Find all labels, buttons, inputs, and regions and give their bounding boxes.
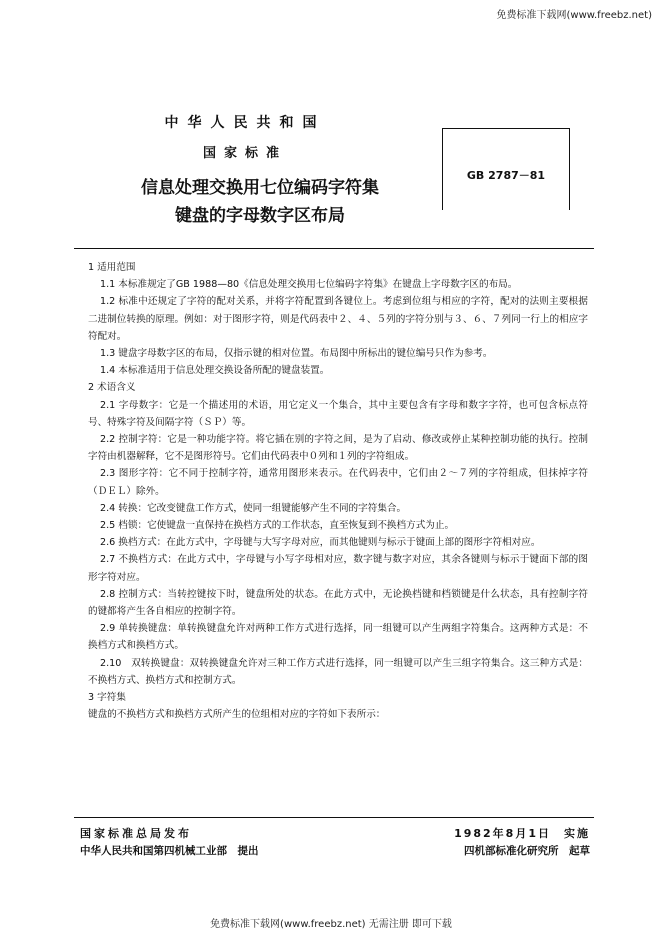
effective-date-line: 1982年8月1日 实施 [454, 827, 590, 840]
top-divider [74, 248, 594, 249]
publisher-line: 国家标准总局发布 [80, 827, 192, 840]
paragraph: 2 术语含义 [88, 382, 136, 394]
standard-code-box [442, 128, 570, 210]
standard-code: GB 2787－81 [466, 169, 546, 182]
paragraph: 1.1 本标准规定了GB 1988—80《信息处理交换用七位编码字符集》在键盘上字母数字区的布局。 [100, 279, 518, 291]
paragraph: 2.10 双转换键盘：双转换键盘允许对三种工作方式进行选择，同一组键可以产生三组字符集合。这三种方式是：不换档方式、换档方式和控制方式。 [88, 657, 588, 686]
document-title-line1: 信息处理交换用七位编码字符集 [141, 178, 379, 198]
paragraph: 2.4 转换：它改变键盘工作方式，使同一组键能够产生不同的字符集合。 [100, 502, 407, 514]
paragraph: 2.9 单转换键盘：单转换键盘允许对两种工作方式进行选择，同一组键可以产生两组字符集合。这两种方式是：不换档方式和换档方式。 [88, 623, 588, 652]
standard-type-heading: 国家标准 [202, 146, 287, 161]
paragraph: 1.3 键盘字母数字区的布局，仅指示键的相对位置。布局图中所标出的键位编号只作为参考。 [100, 348, 493, 360]
drafter-line: 四机部标准化研究所 起草 [464, 845, 590, 857]
paragraph: 1.2 标准中还规定了字符的配对关系，并将字符配置到各键位上。考虑到位组与相应的字符，配对的法则主要根据二进制位转换的原理。例如：对于图形字符，则是代码表中２、４、５列的字符分别与３、６、７列同一行上的相应字符配对。 [88, 296, 588, 342]
watermark-bottom: 免费标准下载网(www.freebz.net) 无需注册 即可下载 [210, 919, 452, 930]
paragraph: 键盘的不换档方式和换档方式所产生的位组相对应的字符如下表所示： [88, 709, 386, 721]
paragraph: 1 适用范围 [88, 262, 136, 273]
paragraph: 2.1 字母数字：它是一个描述用的术语，用它定义一个集合，其中主要包含有字母和数字字符，也可包含标点符号、特殊字符及间隔字符（ＳＰ）等。 [88, 399, 588, 428]
country-heading: 中华人民共和国 [164, 115, 326, 131]
paragraph: 2.6 换档方式：在此方式中，字母键与大写字母对应，而其他键则与标示于键面上部的图形字符相对应。 [100, 537, 541, 549]
paragraph: 1.4 本标准适用于信息处理交换设备所配的键盘装置。 [100, 365, 330, 377]
bottom-divider [74, 817, 594, 818]
proposer-line: 中华人民共和国第四机械工业部 提出 [80, 845, 259, 857]
paragraph: 2.2 控制字符：它是一种功能字符。将它插在别的字符之间，是为了启动、修改或停止某种控制功能的执行。控制字符由机器解释，它不是图形符号。它们由代码表中０列和１列的字符组成。 [88, 434, 588, 463]
watermark-top: 免费标准下载网(www.freebz.net) [496, 10, 652, 21]
paragraph: 2.5 档锁：它使键盘一直保持在换档方式的工作状态，直至恢复到不换档方式为止。 [100, 520, 455, 532]
document-body [88, 259, 588, 723]
paragraph: 2.3 图形字符：它不同于控制字符，通常用图形来表示。在代码表中，它们由２～７列的字符组成，但抹掉字符（ＤＥＬ）除外。 [88, 468, 588, 497]
paragraph: 3 字符集 [88, 692, 126, 704]
document-title-line2: 键盘的字母数字区布局 [175, 206, 345, 226]
paragraph: 2.8 控制方式：当转控键按下时，键盘所处的状态。在此方式中，无论换档键和档锁键是什么状态，具有控制字符的键都将产生各自相应的控制字符。 [88, 588, 588, 618]
paragraph: 2.7 不换档方式：在此方式中，字母键与小写字母相对应，数字键与数字对应，其余各键则与标示于键面下部的图形字符对应。 [88, 554, 588, 583]
